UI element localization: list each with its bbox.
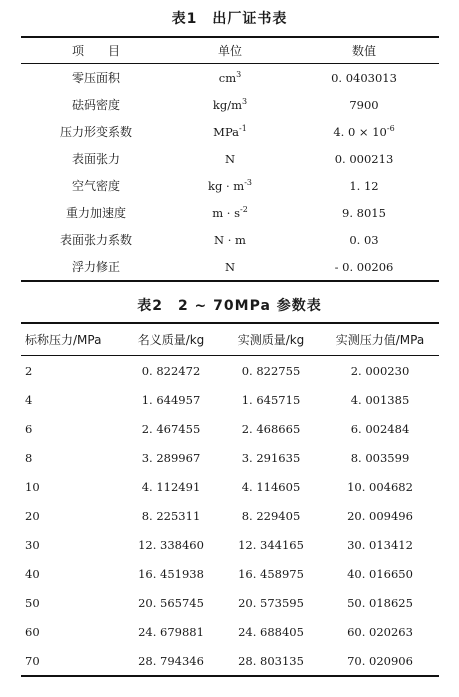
value-text: 9. 8015 [342, 205, 386, 220]
table1-cell-value [289, 145, 439, 172]
table2-cell-measured-mass: 24. 688405 [238, 624, 304, 639]
factory-certificate-table [21, 36, 439, 282]
table2-cell-measured-mass: 0. 822755 [241, 363, 301, 378]
table2-cell-nominal-pressure: 4 [25, 392, 33, 407]
table1-header-unit: 单位 [171, 37, 289, 64]
table2-cell-nominal-mass: 4. 112491 [141, 479, 201, 494]
table2-row [21, 588, 439, 617]
table2-cell-nominal-mass: 24. 679881 [138, 624, 204, 639]
table2-cell-nominal-pressure: 8 [25, 450, 33, 465]
table2-header-measured-mass: 实测质量/kg [221, 323, 321, 356]
unit-text: kg/m [212, 97, 242, 112]
unit-text: kg · m [208, 178, 245, 193]
table1-row [21, 226, 439, 253]
table1-header-row [21, 37, 439, 64]
unit-exponent: 3 [242, 96, 248, 106]
table1-cell-value [289, 64, 439, 92]
table2-row [21, 646, 439, 676]
table1-cell-unit [171, 172, 289, 199]
unit-text: MPa [213, 124, 240, 139]
table2-cell-nominal-mass: 3. 289967 [141, 450, 201, 465]
table1-cell-unit [171, 199, 289, 226]
table1-cell-value [289, 118, 439, 145]
table1-header-item: 项 目 [21, 37, 171, 64]
value-text: 1. 12 [349, 178, 379, 193]
table2-cell-nominal-pressure: 70 [21, 646, 121, 676]
table1-cell-unit [171, 145, 289, 172]
table1-caption: 表1 出厂证书表 [171, 11, 288, 27]
table2-row [21, 530, 439, 559]
table1-row [21, 118, 439, 145]
unit-text: N · m [214, 232, 246, 247]
unit-exponent: -3 [244, 177, 252, 187]
table2-header-nominal-mass: 名义质量/kg [121, 323, 221, 356]
table2-cell-measured-pressure: 50. 018625 [347, 595, 413, 610]
table2-row [21, 559, 439, 588]
table1-cell-value [289, 91, 439, 118]
table1-row [21, 91, 439, 118]
table1-cell-unit [171, 91, 289, 118]
table1-cell-item: 零压面积 [71, 71, 120, 85]
table1-row [21, 199, 439, 226]
table2-cell-measured-mass: 4. 114605 [241, 479, 301, 494]
unit-text: N [224, 151, 236, 166]
table1-cell-item: 压力形变系数 [59, 125, 132, 139]
table2-cell-measured-mass: 16. 458975 [238, 566, 304, 581]
table2-cell-nominal-pressure: 10 [25, 479, 40, 494]
value-exponent: -6 [386, 123, 395, 133]
value-text: - 0. 00206 [334, 259, 394, 274]
table2-cell-measured-mass: 28. 803135 [221, 646, 321, 676]
table1-cell-item: 表面张力 [71, 152, 120, 166]
table2-cell-measured-pressure: 20. 009496 [347, 508, 413, 523]
table2-cell-nominal-pressure: 50 [25, 595, 40, 610]
table1-row [21, 172, 439, 199]
table1-header-value: 数值 [289, 37, 439, 64]
table2-cell-measured-pressure: 70. 020906 [321, 646, 439, 676]
unit-text: N [224, 259, 236, 274]
table2-cell-nominal-mass: 1. 644957 [141, 392, 201, 407]
table2-row [21, 443, 439, 472]
table2-row [21, 414, 439, 443]
table2-cell-nominal-pressure: 40 [25, 566, 40, 581]
table2-row [21, 501, 439, 530]
table1-row [21, 64, 439, 92]
table2-cell-measured-mass: 2. 468665 [241, 421, 301, 436]
table1-cell-unit [171, 64, 289, 92]
table2-cell-measured-mass: 12. 344165 [238, 537, 304, 552]
table2-cell-measured-mass: 1. 645715 [241, 392, 301, 407]
table2-cell-nominal-mass: 12. 338460 [138, 537, 204, 552]
table2-cell-nominal-mass: 2. 467455 [141, 421, 201, 436]
table2-row [21, 472, 439, 501]
table1-cell-unit [171, 118, 289, 145]
unit-exponent: -2 [239, 204, 248, 214]
value-text: 4. 0 × 10 [333, 124, 387, 139]
unit-text: m · s [212, 205, 240, 220]
table2-header-measured-pressure: 实测压力值/MPa [321, 323, 439, 356]
table2-row [21, 617, 439, 646]
table2-cell-nominal-pressure: 2 [25, 363, 33, 378]
table1-cell-item: 表面张力系数 [59, 233, 132, 247]
table1-cell-item: 空气密度 [71, 179, 120, 193]
table2-row [21, 385, 439, 414]
unit-exponent: 3 [236, 69, 242, 79]
table2-header-row [21, 323, 439, 356]
value-text: 7900 [349, 97, 379, 112]
table2-cell-measured-mass: 3. 291635 [241, 450, 301, 465]
table1-row [21, 253, 439, 281]
table2-cell-nominal-pressure: 20 [25, 508, 40, 523]
table2-cell-nominal-mass: 8. 225311 [141, 508, 201, 523]
table2-cell-nominal-pressure: 6 [25, 421, 33, 436]
table2-cell-measured-pressure: 2. 000230 [350, 363, 410, 378]
table1-cell-value [289, 199, 439, 226]
table2-cell-nominal-pressure: 60 [25, 624, 40, 639]
table2-header-nominal-pressure: 标称压力/MPa [21, 323, 121, 356]
table2-caption: 表2 2 ~ 70MPa 参数表 [137, 298, 322, 314]
table1-cell-value [289, 226, 439, 253]
table2-cell-nominal-mass: 28. 794346 [121, 646, 221, 676]
table2-cell-nominal-mass: 20. 565745 [138, 595, 204, 610]
table1-row [21, 145, 439, 172]
table2-cell-measured-pressure: 10. 004682 [347, 479, 413, 494]
value-text: 0. 000213 [334, 151, 394, 166]
table2-cell-measured-pressure: 6. 002484 [350, 421, 410, 436]
table1-cell-unit [171, 226, 289, 253]
value-text: 0. 0403013 [331, 70, 397, 85]
table1-cell-item: 重力加速度 [65, 206, 126, 220]
table1-cell-value [289, 253, 439, 281]
table2-cell-nominal-mass: 0. 822472 [141, 363, 201, 378]
table2-cell-nominal-mass: 16. 451938 [138, 566, 204, 581]
table2-cell-nominal-pressure: 30 [25, 537, 40, 552]
table1-cell-unit [171, 253, 289, 281]
table2-cell-measured-pressure: 60. 020263 [347, 624, 413, 639]
table2-cell-measured-pressure: 4. 001385 [350, 392, 410, 407]
parameter-table [21, 322, 439, 677]
table2-cell-measured-pressure: 30. 013412 [347, 537, 413, 552]
unit-exponent: -1 [239, 123, 247, 133]
table2-cell-measured-pressure: 8. 003599 [350, 450, 410, 465]
table2-cell-measured-mass: 8. 229405 [241, 508, 301, 523]
table1-cell-item: 砝码密度 [71, 98, 120, 112]
unit-text: cm [218, 70, 237, 85]
table2-cell-measured-pressure: 40. 016650 [347, 566, 413, 581]
table1-cell-value [289, 172, 439, 199]
table2-cell-measured-mass: 20. 573595 [238, 595, 304, 610]
table1-cell-item: 浮力修正 [21, 253, 171, 281]
table2-row [21, 356, 439, 386]
value-text: 0. 03 [349, 232, 379, 247]
